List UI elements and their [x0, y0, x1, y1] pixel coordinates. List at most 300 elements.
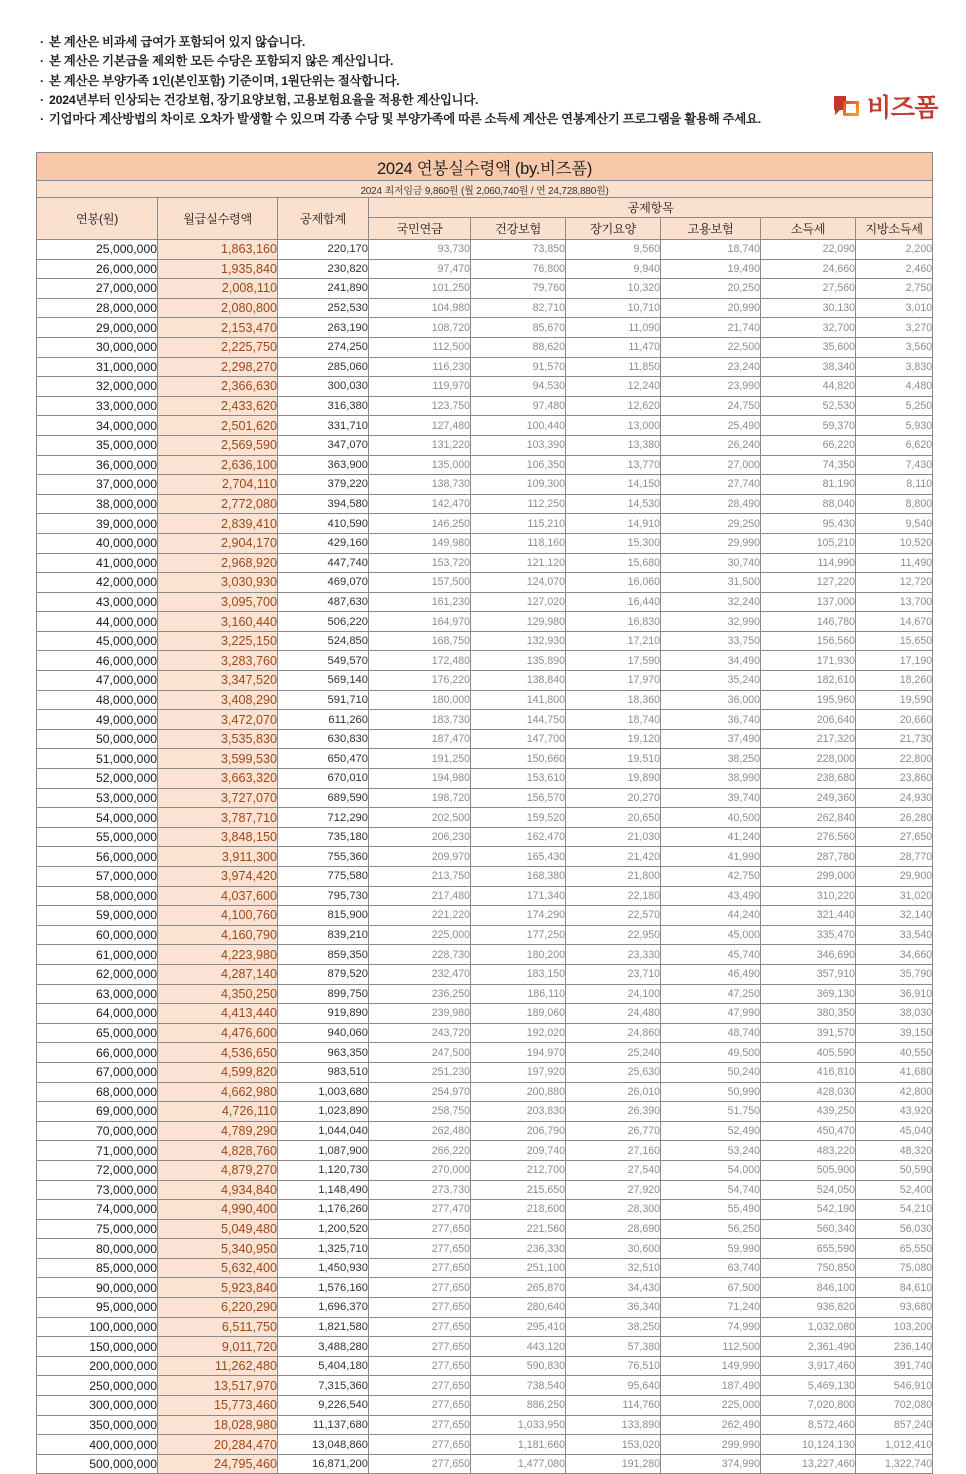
cell-longterm-care: 24,860: [566, 1023, 661, 1043]
cell-monthly-net: 1,863,160: [158, 240, 278, 260]
table-row: [37, 435, 933, 455]
cell-employment-insurance: 50,990: [661, 1082, 761, 1102]
cell-employment-insurance: 30,740: [661, 553, 761, 573]
cell-longterm-care: 26,390: [566, 1102, 661, 1122]
table-row: [37, 318, 933, 338]
cell-annual-salary: 42,000,000: [37, 573, 158, 593]
table-row: [37, 357, 933, 377]
cell-annual-salary: 43,000,000: [37, 592, 158, 612]
cell-annual-salary: 40,000,000: [37, 533, 158, 553]
cell-health-insurance: 138,840: [471, 671, 566, 691]
cell-deduction-total: 5,404,180: [278, 1356, 369, 1376]
cell-health-insurance: 443,120: [471, 1337, 566, 1357]
cell-national-pension: 127,480: [369, 416, 471, 436]
cell-national-pension: 277,650: [369, 1239, 471, 1259]
table-row: [37, 279, 933, 299]
cell-monthly-net: 4,789,290: [158, 1121, 278, 1141]
cell-local-income-tax: 14,670: [856, 612, 933, 632]
cell-employment-insurance: 54,000: [661, 1160, 761, 1180]
cell-income-tax: 299,000: [761, 867, 856, 887]
cell-monthly-net: 2,080,800: [158, 298, 278, 318]
cell-longterm-care: 21,030: [566, 827, 661, 847]
cell-monthly-net: 2,839,410: [158, 514, 278, 534]
cell-longterm-care: 17,970: [566, 671, 661, 691]
cell-deduction-total: 241,890: [278, 279, 369, 299]
cell-local-income-tax: 5,930: [856, 416, 933, 436]
cell-national-pension: 262,480: [369, 1121, 471, 1141]
cell-employment-insurance: 45,000: [661, 925, 761, 945]
cell-annual-salary: 57,000,000: [37, 867, 158, 887]
table-row: [37, 1396, 933, 1416]
table-row: [37, 945, 933, 965]
cell-local-income-tax: 4,480: [856, 377, 933, 397]
cell-annual-salary: 500,000,000: [37, 1454, 158, 1474]
cell-income-tax: 44,820: [761, 377, 856, 397]
cell-income-tax: 81,190: [761, 475, 856, 495]
cell-deduction-total: 940,060: [278, 1023, 369, 1043]
table-row: [37, 925, 933, 945]
cell-annual-salary: 60,000,000: [37, 925, 158, 945]
cell-local-income-tax: 1,322,740: [856, 1454, 933, 1474]
cell-annual-salary: 49,000,000: [37, 710, 158, 730]
cell-health-insurance: 212,700: [471, 1160, 566, 1180]
cell-longterm-care: 30,600: [566, 1239, 661, 1259]
cell-monthly-net: 3,347,520: [158, 671, 278, 691]
table-title: 2024 연봉실수령액 (by.비즈폼): [37, 153, 933, 181]
cell-health-insurance: 97,480: [471, 396, 566, 416]
cell-longterm-care: 27,160: [566, 1141, 661, 1161]
cell-annual-salary: 90,000,000: [37, 1278, 158, 1298]
cell-monthly-net: 4,536,650: [158, 1043, 278, 1063]
cell-health-insurance: 103,390: [471, 435, 566, 455]
cell-health-insurance: 79,760: [471, 279, 566, 299]
cell-longterm-care: 34,430: [566, 1278, 661, 1298]
cell-longterm-care: 32,510: [566, 1258, 661, 1278]
cell-annual-salary: 150,000,000: [37, 1337, 158, 1357]
cell-employment-insurance: 47,250: [661, 984, 761, 1004]
table-row: [37, 514, 933, 534]
cell-employment-insurance: 27,740: [661, 475, 761, 495]
cell-health-insurance: 73,850: [471, 240, 566, 260]
cell-longterm-care: 18,740: [566, 710, 661, 730]
cell-annual-salary: 66,000,000: [37, 1043, 158, 1063]
cell-annual-salary: 65,000,000: [37, 1023, 158, 1043]
cell-health-insurance: 85,670: [471, 318, 566, 338]
cell-health-insurance: 192,020: [471, 1023, 566, 1043]
table-row: [37, 651, 933, 671]
cell-health-insurance: 127,020: [471, 592, 566, 612]
cell-monthly-net: 4,990,400: [158, 1200, 278, 1220]
cell-local-income-tax: 35,790: [856, 964, 933, 984]
cell-national-pension: 239,980: [369, 1004, 471, 1024]
table-row: [37, 1004, 933, 1024]
cell-income-tax: 27,560: [761, 279, 856, 299]
cell-national-pension: 161,230: [369, 592, 471, 612]
cell-income-tax: 22,090: [761, 240, 856, 260]
cell-local-income-tax: 103,200: [856, 1317, 933, 1337]
cell-deduction-total: 7,315,360: [278, 1376, 369, 1396]
cell-longterm-care: 57,380: [566, 1337, 661, 1357]
cell-deduction-total: 859,350: [278, 945, 369, 965]
cell-monthly-net: 2,968,920: [158, 553, 278, 573]
table-row: [37, 886, 933, 906]
header-longterm-care: 장기요양: [566, 218, 661, 240]
cell-income-tax: 287,780: [761, 847, 856, 867]
cell-health-insurance: 171,340: [471, 886, 566, 906]
cell-employment-insurance: 41,240: [661, 827, 761, 847]
cell-deduction-total: 815,900: [278, 906, 369, 926]
cell-income-tax: 8,572,460: [761, 1415, 856, 1435]
cell-income-tax: 182,610: [761, 671, 856, 691]
cell-longterm-care: 18,360: [566, 690, 661, 710]
cell-national-pension: 217,480: [369, 886, 471, 906]
cell-national-pension: 277,650: [369, 1415, 471, 1435]
cell-longterm-care: 11,090: [566, 318, 661, 338]
cell-local-income-tax: 391,740: [856, 1356, 933, 1376]
cell-local-income-tax: 5,250: [856, 396, 933, 416]
header-monthly-net: 월급실수령액: [158, 198, 278, 240]
cell-monthly-net: 2,569,590: [158, 435, 278, 455]
notice-list: [40, 33, 830, 129]
cell-local-income-tax: 3,270: [856, 318, 933, 338]
cell-deduction-total: 1,003,680: [278, 1082, 369, 1102]
cell-employment-insurance: 32,240: [661, 592, 761, 612]
cell-health-insurance: 295,410: [471, 1317, 566, 1337]
cell-health-insurance: 1,033,950: [471, 1415, 566, 1435]
cell-longterm-care: 27,540: [566, 1160, 661, 1180]
cell-employment-insurance: 23,240: [661, 357, 761, 377]
cell-monthly-net: 20,284,470: [158, 1435, 278, 1455]
cell-monthly-net: 3,787,710: [158, 808, 278, 828]
cell-local-income-tax: 3,830: [856, 357, 933, 377]
cell-income-tax: 52,530: [761, 396, 856, 416]
cell-longterm-care: 9,560: [566, 240, 661, 260]
table-row: [37, 1023, 933, 1043]
cell-employment-insurance: 26,240: [661, 435, 761, 455]
cell-local-income-tax: 75,080: [856, 1258, 933, 1278]
table-row: [37, 1298, 933, 1318]
cell-local-income-tax: 19,590: [856, 690, 933, 710]
cell-deduction-total: 11,137,680: [278, 1415, 369, 1435]
cell-health-insurance: 115,210: [471, 514, 566, 534]
cell-health-insurance: 135,890: [471, 651, 566, 671]
cell-national-pension: 138,730: [369, 475, 471, 495]
cell-health-insurance: 1,181,660: [471, 1435, 566, 1455]
cell-health-insurance: 209,740: [471, 1141, 566, 1161]
table-row: [37, 416, 933, 436]
cell-longterm-care: 10,710: [566, 298, 661, 318]
cell-longterm-care: 14,910: [566, 514, 661, 534]
header-local-income-tax: 지방소득세: [856, 218, 933, 240]
cell-local-income-tax: 20,660: [856, 710, 933, 730]
table-row: [37, 592, 933, 612]
cell-employment-insurance: 47,990: [661, 1004, 761, 1024]
cell-local-income-tax: 33,540: [856, 925, 933, 945]
cell-annual-salary: 300,000,000: [37, 1396, 158, 1416]
cell-employment-insurance: 45,740: [661, 945, 761, 965]
cell-deduction-total: 220,170: [278, 240, 369, 260]
cell-monthly-net: 4,160,790: [158, 925, 278, 945]
cell-income-tax: 262,840: [761, 808, 856, 828]
cell-deduction-total: 469,070: [278, 573, 369, 593]
cell-national-pension: 191,250: [369, 749, 471, 769]
cell-annual-salary: 72,000,000: [37, 1160, 158, 1180]
cell-longterm-care: 17,590: [566, 651, 661, 671]
cell-deduction-total: 1,148,490: [278, 1180, 369, 1200]
table-row: [37, 553, 933, 573]
cell-monthly-net: 9,011,720: [158, 1337, 278, 1357]
table-row: [37, 494, 933, 514]
cell-local-income-tax: 1,012,410: [856, 1435, 933, 1455]
cell-monthly-net: 2,772,080: [158, 494, 278, 514]
cell-annual-salary: 30,000,000: [37, 337, 158, 357]
table-row: [37, 631, 933, 651]
cell-national-pension: 101,250: [369, 279, 471, 299]
cell-deduction-total: 363,900: [278, 455, 369, 475]
cell-local-income-tax: 29,900: [856, 867, 933, 887]
header-employment-insurance: 고용보험: [661, 218, 761, 240]
cell-annual-salary: 61,000,000: [37, 945, 158, 965]
cell-national-pension: 187,470: [369, 729, 471, 749]
cell-deduction-total: 630,830: [278, 729, 369, 749]
cell-monthly-net: 13,517,970: [158, 1376, 278, 1396]
table-subtitle: 2024 최저임금 9,860원 (월 2,060,740원 / 연 24,728,880원): [37, 181, 933, 198]
cell-monthly-net: 3,599,530: [158, 749, 278, 769]
table-row: [37, 1102, 933, 1122]
cell-annual-salary: 29,000,000: [37, 318, 158, 338]
cell-health-insurance: 280,640: [471, 1298, 566, 1318]
cell-employment-insurance: 37,490: [661, 729, 761, 749]
cell-longterm-care: 19,120: [566, 729, 661, 749]
cell-annual-salary: 47,000,000: [37, 671, 158, 691]
cell-income-tax: 171,930: [761, 651, 856, 671]
cell-longterm-care: 12,620: [566, 396, 661, 416]
cell-health-insurance: 129,980: [471, 612, 566, 632]
table-row: [37, 396, 933, 416]
cell-annual-salary: 36,000,000: [37, 455, 158, 475]
header-deduction-total: 공제합계: [278, 198, 369, 240]
cell-annual-salary: 41,000,000: [37, 553, 158, 573]
cell-employment-insurance: 20,250: [661, 279, 761, 299]
cell-monthly-net: 3,160,440: [158, 612, 278, 632]
cell-local-income-tax: 43,920: [856, 1102, 933, 1122]
cell-national-pension: 251,230: [369, 1062, 471, 1082]
cell-employment-insurance: 225,000: [661, 1396, 761, 1416]
cell-income-tax: 357,910: [761, 964, 856, 984]
cell-annual-salary: 75,000,000: [37, 1219, 158, 1239]
cell-income-tax: 405,590: [761, 1043, 856, 1063]
cell-longterm-care: 14,530: [566, 494, 661, 514]
cell-local-income-tax: 32,140: [856, 906, 933, 926]
cell-local-income-tax: 22,800: [856, 749, 933, 769]
cell-national-pension: 164,970: [369, 612, 471, 632]
cell-annual-salary: 95,000,000: [37, 1298, 158, 1318]
cell-employment-insurance: 41,990: [661, 847, 761, 867]
cell-health-insurance: 144,750: [471, 710, 566, 730]
cell-income-tax: 1,032,080: [761, 1317, 856, 1337]
cell-national-pension: 277,650: [369, 1317, 471, 1337]
cell-health-insurance: 82,710: [471, 298, 566, 318]
cell-health-insurance: 265,870: [471, 1278, 566, 1298]
cell-employment-insurance: 34,490: [661, 651, 761, 671]
cell-local-income-tax: 2,460: [856, 259, 933, 279]
cell-health-insurance: 1,477,080: [471, 1454, 566, 1474]
cell-employment-insurance: 374,990: [661, 1454, 761, 1474]
cell-annual-salary: 200,000,000: [37, 1356, 158, 1376]
cell-employment-insurance: 36,740: [661, 710, 761, 730]
cell-longterm-care: 38,250: [566, 1317, 661, 1337]
cell-monthly-net: 2,904,170: [158, 533, 278, 553]
cell-deduction-total: 1,576,160: [278, 1278, 369, 1298]
table-row: [37, 377, 933, 397]
table-row: [37, 788, 933, 808]
cell-national-pension: 277,650: [369, 1278, 471, 1298]
cell-income-tax: 32,700: [761, 318, 856, 338]
cell-income-tax: 74,350: [761, 455, 856, 475]
table-row: [37, 1356, 933, 1376]
cell-health-insurance: 76,800: [471, 259, 566, 279]
cell-income-tax: 114,990: [761, 553, 856, 573]
table-row: [37, 906, 933, 926]
bizform-speech-bubble-icon: [832, 93, 862, 123]
cell-monthly-net: 3,030,930: [158, 573, 278, 593]
cell-national-pension: 157,500: [369, 573, 471, 593]
cell-annual-salary: 51,000,000: [37, 749, 158, 769]
cell-deduction-total: 9,226,540: [278, 1396, 369, 1416]
cell-monthly-net: 2,298,270: [158, 357, 278, 377]
cell-longterm-care: 9,940: [566, 259, 661, 279]
cell-longterm-care: 95,640: [566, 1376, 661, 1396]
cell-longterm-care: 15,680: [566, 553, 661, 573]
cell-monthly-net: 5,340,950: [158, 1239, 278, 1259]
cell-longterm-care: 14,150: [566, 475, 661, 495]
table-row: [37, 1435, 933, 1455]
cell-deduction-total: 316,380: [278, 396, 369, 416]
cell-health-insurance: 236,330: [471, 1239, 566, 1259]
cell-monthly-net: 11,262,480: [158, 1356, 278, 1376]
cell-income-tax: 346,690: [761, 945, 856, 965]
cell-national-pension: 277,650: [369, 1376, 471, 1396]
cell-local-income-tax: 50,590: [856, 1160, 933, 1180]
cell-deduction-total: 963,350: [278, 1043, 369, 1063]
table-row: [37, 749, 933, 769]
cell-deduction-total: 506,220: [278, 612, 369, 632]
cell-deduction-total: 1,176,260: [278, 1200, 369, 1220]
cell-local-income-tax: 11,490: [856, 553, 933, 573]
cell-monthly-net: 3,974,420: [158, 867, 278, 887]
cell-monthly-net: 6,220,290: [158, 1298, 278, 1318]
cell-deduction-total: 1,120,730: [278, 1160, 369, 1180]
bullet-dot-icon: ·: [40, 92, 44, 107]
cell-local-income-tax: 40,550: [856, 1043, 933, 1063]
cell-employment-insurance: 51,750: [661, 1102, 761, 1122]
cell-health-insurance: 141,800: [471, 690, 566, 710]
cell-deduction-total: 429,160: [278, 533, 369, 553]
cell-local-income-tax: 15,650: [856, 631, 933, 651]
cell-national-pension: 209,970: [369, 847, 471, 867]
cell-income-tax: 127,220: [761, 573, 856, 593]
cell-longterm-care: 191,280: [566, 1454, 661, 1474]
cell-health-insurance: 106,350: [471, 455, 566, 475]
table-row: [37, 808, 933, 828]
cell-monthly-net: 4,223,980: [158, 945, 278, 965]
bullet-dot-icon: ·: [40, 54, 44, 69]
cell-national-pension: 247,500: [369, 1043, 471, 1063]
salary-table: [36, 152, 933, 1474]
cell-monthly-net: 2,225,750: [158, 337, 278, 357]
notice-text: 본 계산은 부양가족 1인(본인포함) 기준이며, 1원단위는 절삭합니다.: [49, 73, 400, 88]
cell-monthly-net: 4,476,600: [158, 1023, 278, 1043]
cell-national-pension: 112,500: [369, 337, 471, 357]
cell-income-tax: 846,100: [761, 1278, 856, 1298]
cell-employment-insurance: 149,990: [661, 1356, 761, 1376]
cell-national-pension: 131,220: [369, 435, 471, 455]
cell-national-pension: 172,480: [369, 651, 471, 671]
cell-employment-insurance: 262,490: [661, 1415, 761, 1435]
table-row: [37, 769, 933, 789]
cell-deduction-total: 1,821,580: [278, 1317, 369, 1337]
cell-national-pension: 228,730: [369, 945, 471, 965]
cell-local-income-tax: 24,930: [856, 788, 933, 808]
cell-monthly-net: 2,636,100: [158, 455, 278, 475]
cell-health-insurance: 159,520: [471, 808, 566, 828]
table-row: [37, 1278, 933, 1298]
cell-employment-insurance: 32,990: [661, 612, 761, 632]
cell-local-income-tax: 7,430: [856, 455, 933, 475]
cell-longterm-care: 22,180: [566, 886, 661, 906]
table-row: [37, 827, 933, 847]
cell-local-income-tax: 31,020: [856, 886, 933, 906]
cell-local-income-tax: 39,150: [856, 1023, 933, 1043]
cell-local-income-tax: 45,040: [856, 1121, 933, 1141]
cell-health-insurance: 168,380: [471, 867, 566, 887]
cell-monthly-net: 4,934,840: [158, 1180, 278, 1200]
cell-monthly-net: 3,663,320: [158, 769, 278, 789]
cell-health-insurance: 124,070: [471, 573, 566, 593]
cell-national-pension: 277,650: [369, 1298, 471, 1318]
cell-deduction-total: 300,030: [278, 377, 369, 397]
cell-longterm-care: 17,210: [566, 631, 661, 651]
table-row: [37, 533, 933, 553]
cell-income-tax: 3,917,460: [761, 1356, 856, 1376]
cell-local-income-tax: 8,800: [856, 494, 933, 514]
cell-longterm-care: 23,710: [566, 964, 661, 984]
cell-health-insurance: 162,470: [471, 827, 566, 847]
cell-health-insurance: 251,100: [471, 1258, 566, 1278]
cell-deduction-total: 16,871,200: [278, 1454, 369, 1474]
cell-national-pension: 213,750: [369, 867, 471, 887]
cell-national-pension: 108,720: [369, 318, 471, 338]
cell-local-income-tax: 52,400: [856, 1180, 933, 1200]
notice-item: [40, 72, 830, 91]
cell-monthly-net: 2,153,470: [158, 318, 278, 338]
cell-local-income-tax: 3,010: [856, 298, 933, 318]
cell-deduction-total: 1,325,710: [278, 1239, 369, 1259]
cell-local-income-tax: 9,540: [856, 514, 933, 534]
cell-longterm-care: 16,830: [566, 612, 661, 632]
header-annual-salary: 연봉(원): [37, 198, 158, 240]
cell-employment-insurance: 21,740: [661, 318, 761, 338]
cell-deduction-total: 230,820: [278, 259, 369, 279]
cell-deduction-total: 252,530: [278, 298, 369, 318]
cell-longterm-care: 27,920: [566, 1180, 661, 1200]
cell-monthly-net: 18,028,980: [158, 1415, 278, 1435]
cell-annual-salary: 27,000,000: [37, 279, 158, 299]
cell-monthly-net: 3,472,070: [158, 710, 278, 730]
cell-annual-salary: 26,000,000: [37, 259, 158, 279]
cell-income-tax: 750,850: [761, 1258, 856, 1278]
cell-employment-insurance: 36,000: [661, 690, 761, 710]
